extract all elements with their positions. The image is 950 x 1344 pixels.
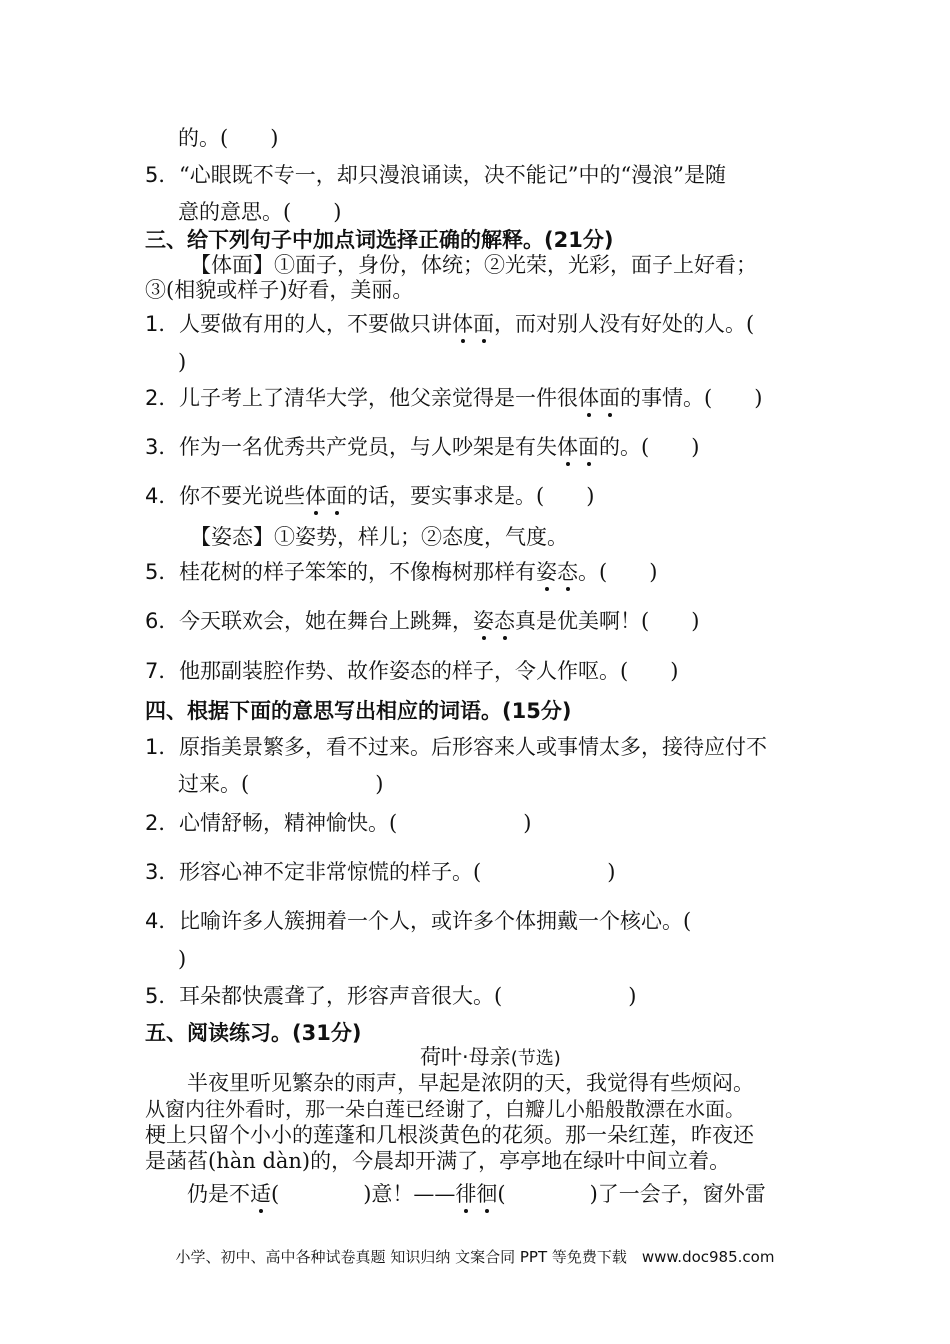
dotted-word: 面	[473, 312, 494, 336]
definition-zitai: 【姿态】①姿势，样儿；②态度，气度。	[190, 525, 568, 549]
dotted-word: 态	[557, 560, 578, 584]
reading-title: 荷叶·母亲(节选)	[420, 1045, 561, 1069]
question-3-1: 1．人要做有用的人，不要做只讲体面，而对别人没有好处的人。(	[145, 312, 755, 336]
dotted-word: 体	[305, 484, 326, 508]
dotted-word: 面	[599, 386, 620, 410]
dotted-word: 面	[326, 484, 347, 508]
question-2-5-cont: 意的意思。( )	[178, 200, 342, 224]
dotted-word: 徊	[476, 1182, 498, 1206]
page-footer: 小学、初中、高中各种试卷真题 知识归纳 文案合同 PPT 等免费下载 www.doc985.com	[175, 1248, 775, 1266]
question-4-4-cont: )	[178, 947, 187, 971]
question-4-1: 1．原指美景繁多，看不过来。后形容来人或事情太多，接待应付不	[145, 735, 767, 759]
passage-line-5: 仍是不适( )意！——徘徊( )了一会子，窗外雷	[145, 1182, 766, 1206]
question-3-5: 5．桂花树的样子笨笨的，不像梅树那样有姿态。( )	[145, 560, 658, 584]
passage-line-3: 梗上只留个小小的莲蓬和几根淡黄色的花须。那一朵红莲，昨夜还	[145, 1123, 754, 1147]
dotted-word: 姿	[536, 560, 557, 584]
dotted-word: 体	[578, 386, 599, 410]
question-4-1-cont: 过来。( )	[178, 772, 384, 796]
question-4-4: 4．比喻许多人簇拥着一个人，或许多个体拥戴一个核心。(	[145, 909, 692, 933]
question-2-5: 5．“心眼既不专一，却只漫浪诵读，决不能记”中的“漫浪”是随	[145, 163, 726, 187]
section-4-heading: 四、根据下面的意思写出相应的词语。(15分)	[145, 699, 572, 723]
section-3-heading: 三、给下列句子中加点词选择正确的解释。(21分)	[145, 228, 614, 252]
continued-line: 的。( )	[178, 126, 279, 150]
passage-line-2: 从窗内往外看时，那一朵白莲已经谢了，白瓣儿小船般散漂在水面。	[145, 1097, 745, 1121]
dotted-word: 适	[250, 1182, 271, 1206]
dotted-word: 体	[452, 312, 473, 336]
question-4-2: 2．心情舒畅，精神愉快。( )	[145, 811, 532, 835]
question-3-6: 6．今天联欢会，她在舞台上跳舞，姿态真是优美啊！( )	[145, 609, 700, 633]
question-3-1-cont: )	[178, 350, 187, 374]
section-5-heading: 五、阅读练习。(31分)	[145, 1021, 362, 1045]
definition-timian-cont: ③(相貌或样子)好看，美丽。	[145, 278, 414, 302]
question-4-3: 3．形容心神不定非常惊慌的样子。( )	[145, 860, 616, 884]
dotted-word: 徘	[455, 1182, 477, 1206]
question-4-5: 5．耳朵都快震聋了，形容声音很大。( )	[145, 984, 637, 1008]
question-3-7: 7．他那副装腔作势、故作姿态的样子，令人作呕。( )	[145, 659, 679, 683]
passage-line-1: 半夜里听见繁杂的雨声，早起是浓阴的天，我觉得有些烦闷。	[145, 1071, 754, 1095]
question-3-3: 3．作为一名优秀共产党员，与人吵架是有失体面的。( )	[145, 435, 700, 459]
dotted-word: 面	[578, 435, 599, 459]
definition-timian: 【体面】①面子，身份，体统；②光荣，光彩，面子上好看；	[190, 253, 757, 277]
question-3-4: 4．你不要光说些体面的话，要实事求是。( )	[145, 484, 595, 508]
dotted-word: 态	[494, 609, 515, 633]
question-3-2: 2．儿子考上了清华大学，他父亲觉得是一件很体面的事情。( )	[145, 386, 763, 410]
passage-line-4: 是菡萏(hàn dàn)的，今晨却开满了，亭亭地在绿叶中间立着。	[145, 1149, 731, 1173]
dotted-word: 体	[557, 435, 578, 459]
dotted-word: 姿	[473, 609, 494, 633]
